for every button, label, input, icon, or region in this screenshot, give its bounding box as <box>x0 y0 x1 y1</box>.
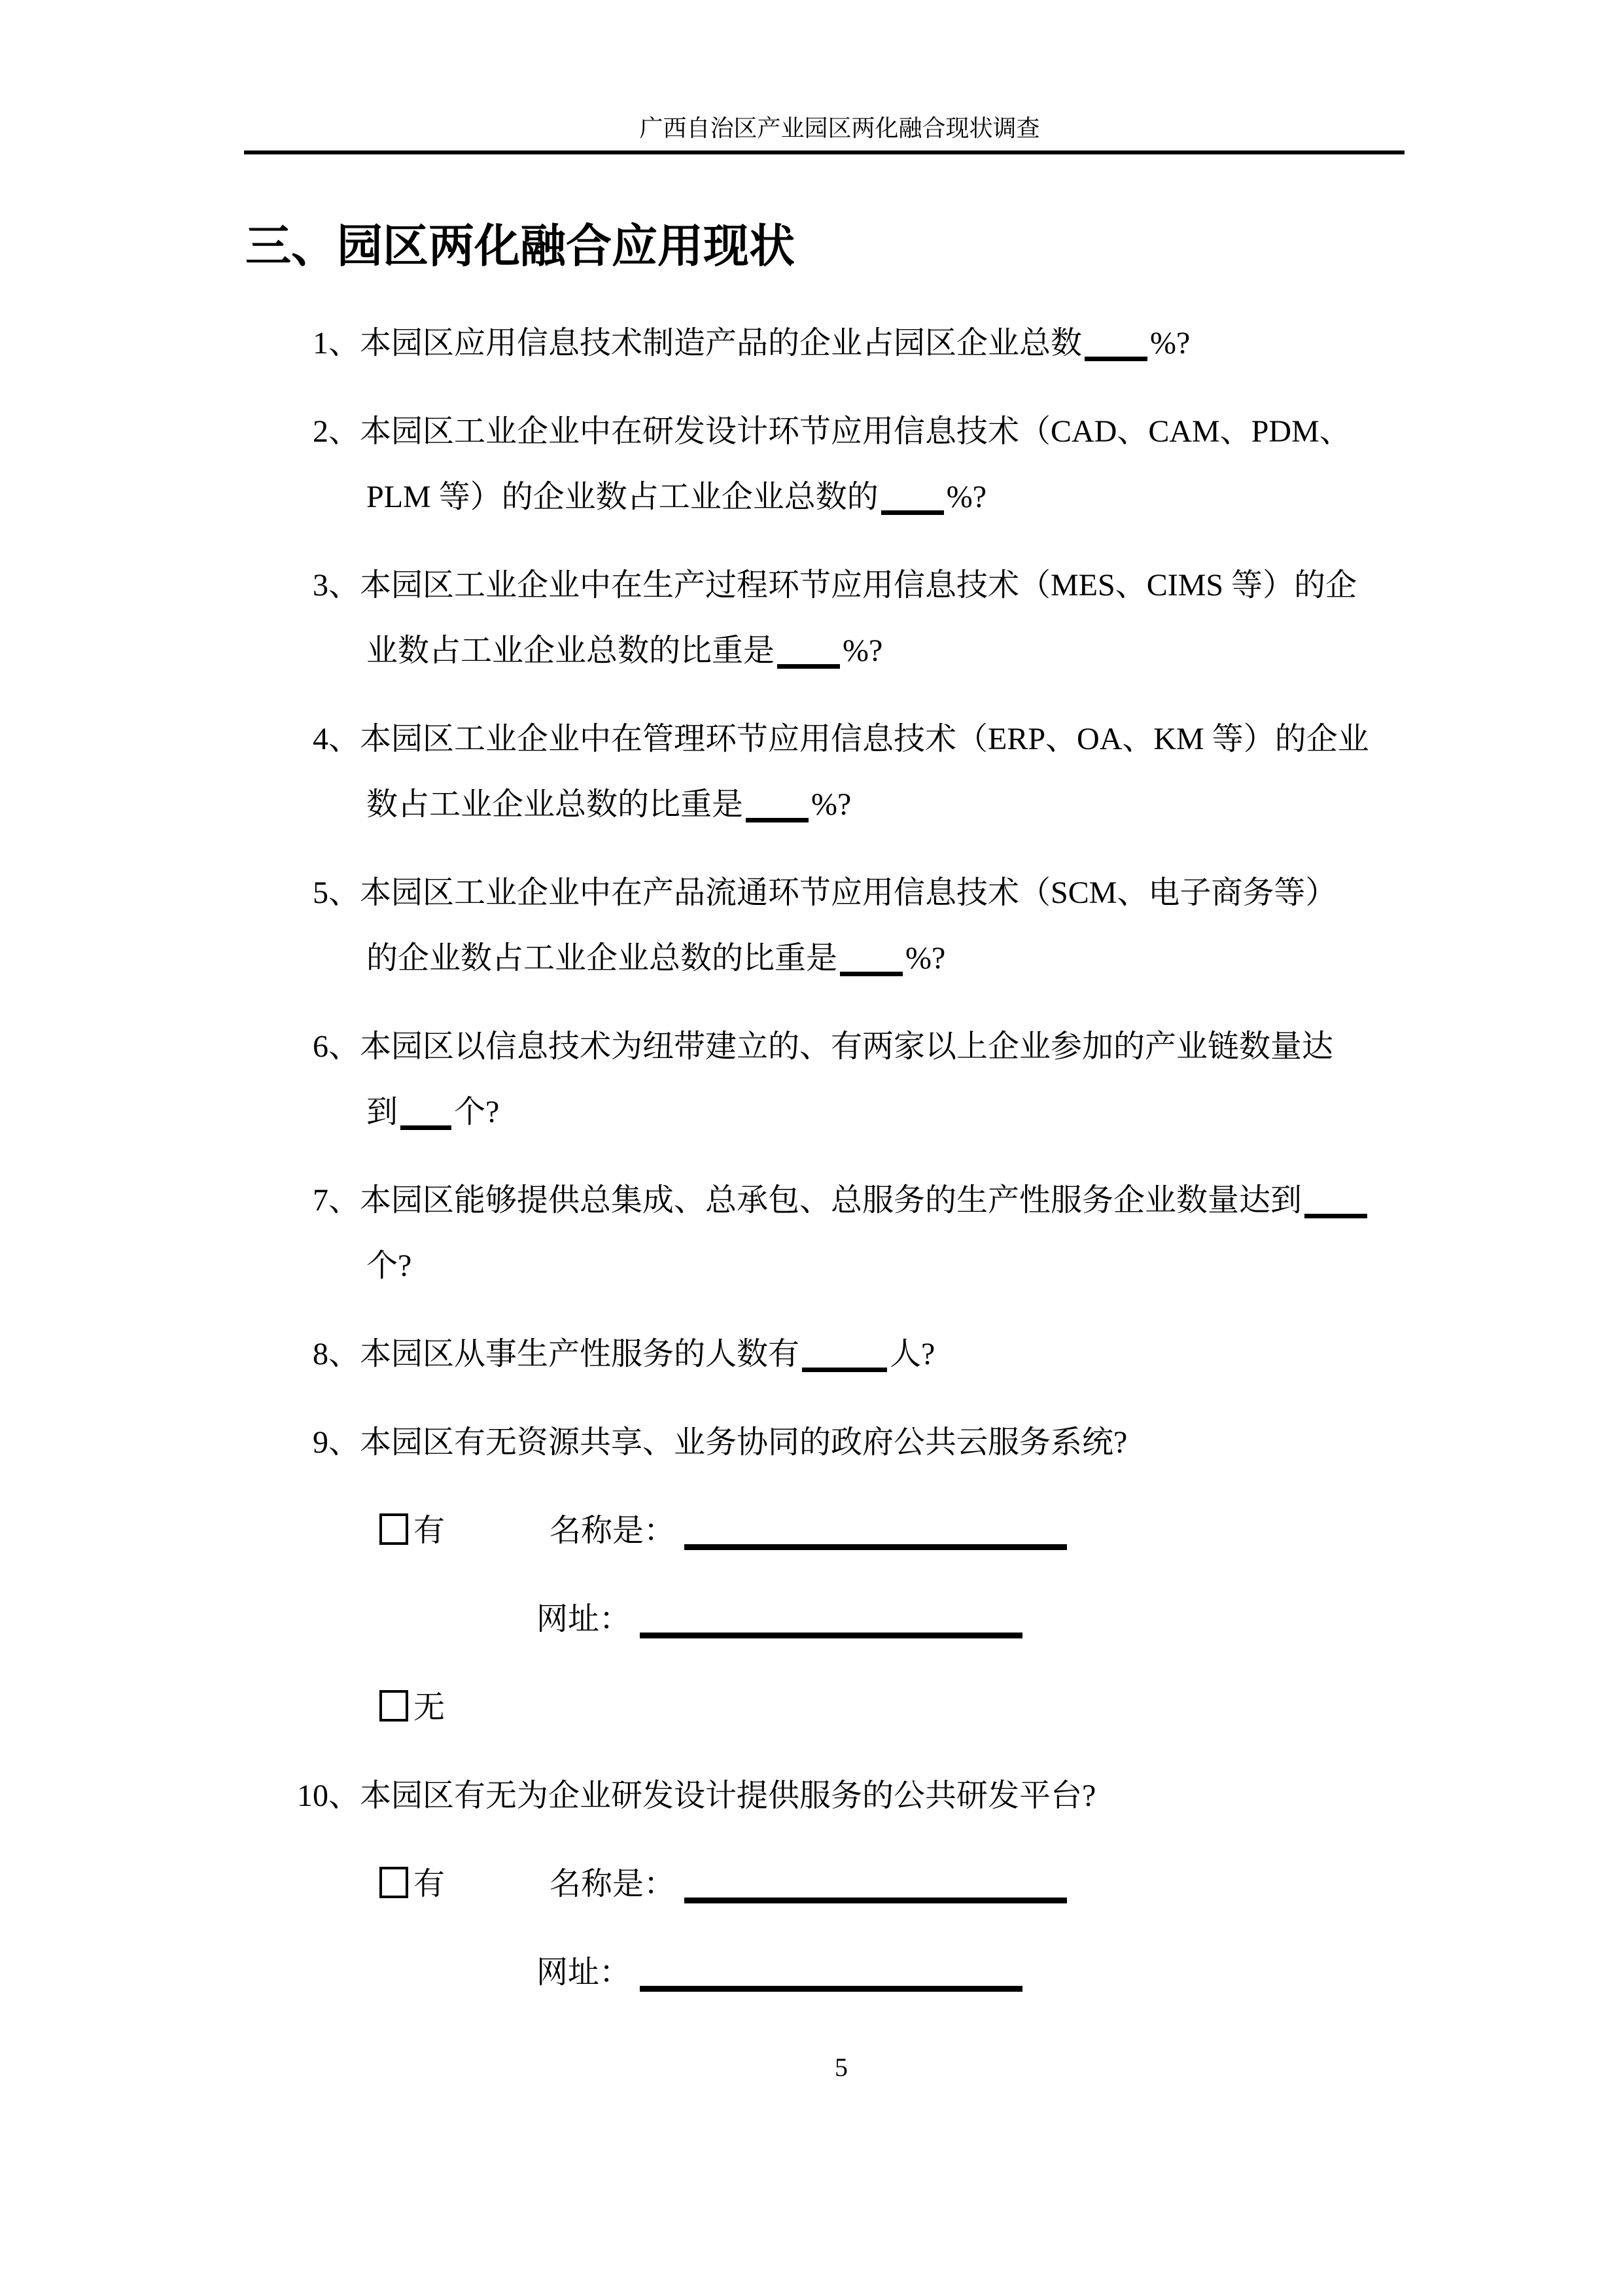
page-number: 5 <box>835 2053 848 2082</box>
option-label: 网址： <box>536 1602 631 1636</box>
question-5: 5、本园区工业企业中在产品流通环节应用信息技术（SCM、电子商务等） 的企业数占工业企业总数的比重是 %? <box>313 875 1337 976</box>
answer-blank[interactable] <box>802 1361 887 1372</box>
question-10: 10、本园区有无为企业研发设计提供服务的公共研发平台? <box>297 1778 1096 1813</box>
option-row-yes-q9 <box>245 1498 1423 1564</box>
question-9: 9、本园区有无资源共享、业务协同的政府公共云服务系统? <box>313 1425 1128 1460</box>
question-number: 6、 <box>313 1029 360 1064</box>
document-header-title: 广西自治区产业园区两化融合现状调查 <box>639 115 1040 141</box>
option-label: 无 <box>413 1690 445 1725</box>
fill-in-line[interactable] <box>640 1625 1022 1638</box>
fill-in-line[interactable] <box>684 1890 1067 1903</box>
answer-blank[interactable] <box>777 658 840 669</box>
question-number: 10、 <box>297 1778 360 1813</box>
answer-blank[interactable] <box>1085 350 1147 361</box>
checkbox-yes-q10[interactable] <box>379 1867 408 1898</box>
answer-blank[interactable] <box>881 504 944 515</box>
option-row-yes-q10 <box>245 1852 1423 1917</box>
question-8: 8、本园区从事生产性服务的人数有 人? <box>313 1337 935 1371</box>
question-number: 2、 <box>313 414 360 449</box>
question-number: 3、 <box>313 568 360 603</box>
checkbox-no-q9[interactable] <box>379 1690 408 1722</box>
question-1: 1、本园区应用信息技术制造产品的企业占园区企业总数 %? <box>313 326 1191 361</box>
question-6: 6、本园区以信息技术为纽带建立的、有两家以上企业参加的产业链数量达 到 个? <box>313 1029 1334 1129</box>
question-number: 4、 <box>313 722 360 756</box>
option-row-no-q9 <box>245 1675 1423 1740</box>
question-number: 5、 <box>313 875 360 910</box>
question-3: 3、本园区工业企业中在生产过程环节应用信息技术（MES、CIMS 等）的企 业数占工业企业总数的比重是 %? <box>313 568 1357 668</box>
question-7: 7、本园区能够提供总集成、总承包、总服务的生产性服务企业数量达到 个? <box>245 1168 1423 1299</box>
answer-blank[interactable] <box>400 1119 451 1130</box>
checkbox-yes-q9[interactable] <box>379 1513 408 1545</box>
questions-area <box>245 311 1423 2028</box>
question-number: 1、 <box>313 326 360 361</box>
question-number: 8、 <box>313 1337 360 1371</box>
fill-in-line[interactable] <box>640 1978 1022 1992</box>
field-label: 名称是： <box>550 1513 676 1548</box>
answer-blank[interactable] <box>1304 1207 1367 1218</box>
option-label: 有 <box>413 1513 445 1548</box>
option-label: 有 <box>413 1867 445 1901</box>
question-number: 7、 <box>313 1183 360 1218</box>
option-row-url-q9 <box>245 1587 1423 1652</box>
option-label: 网址： <box>536 1955 631 1990</box>
question-4: 4、本园区工业企业中在管理环节应用信息技术（ERP、OA、KM 等）的企业 数占工业企业总数的比重是 %? <box>313 722 1369 822</box>
field-label: 名称是： <box>550 1867 676 1901</box>
section-title: 三、园区两化融合应用现状 <box>245 221 795 272</box>
question-number: 9、 <box>313 1425 360 1460</box>
answer-blank[interactable] <box>746 811 809 822</box>
header-divider-line <box>244 150 1405 154</box>
fill-in-line[interactable] <box>684 1536 1067 1550</box>
option-row-url-q10 <box>245 1940 1423 2005</box>
answer-blank[interactable] <box>840 965 903 976</box>
question-2: 2、本园区工业企业中在研发设计环节应用信息技术（CAD、CAM、PDM、 PLM 等）的企业数占工业企业总数的 %? <box>313 414 1351 514</box>
